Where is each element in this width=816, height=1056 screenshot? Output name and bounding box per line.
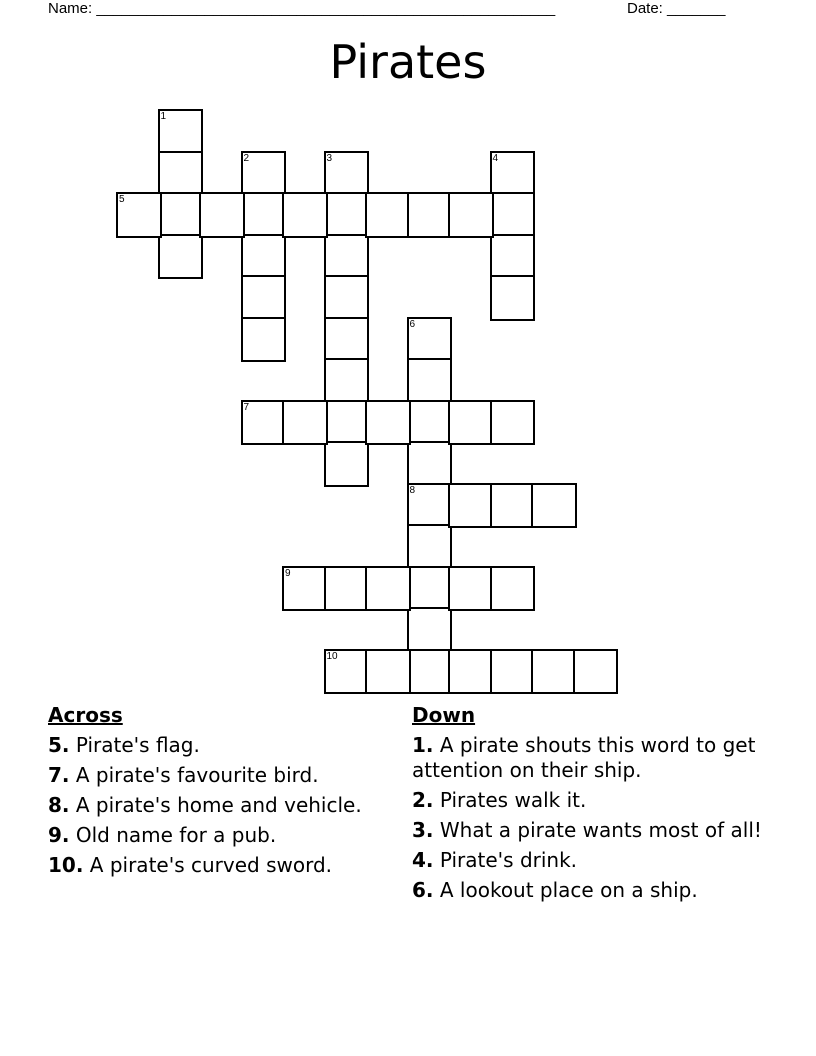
- crossword-cell[interactable]: [158, 151, 204, 197]
- crossword-cell[interactable]: [324, 441, 370, 487]
- crossword-cell[interactable]: [365, 192, 411, 238]
- crossword-cell[interactable]: [324, 275, 370, 321]
- crossword-cell[interactable]: [324, 234, 370, 280]
- down-clue-4: [412, 848, 772, 873]
- clue-number-label: 5: [119, 194, 125, 205]
- clue-number-label: 7: [243, 401, 250, 413]
- crossword-cell[interactable]: [241, 275, 287, 321]
- clue-number-label: 4: [492, 152, 499, 164]
- crossword-cell[interactable]: [365, 566, 411, 612]
- crossword-cell[interactable]: [241, 234, 287, 280]
- crossword-cell[interactable]: [448, 566, 494, 612]
- clue-number: 1.: [412, 733, 434, 757]
- crossword-cell[interactable]: [324, 400, 370, 446]
- clue-number: 2.: [412, 788, 434, 812]
- crossword-cell[interactable]: [407, 192, 453, 238]
- crossword-cell[interactable]: [241, 317, 287, 363]
- crossword-grid: [117, 110, 617, 692]
- across-clue-7: [48, 763, 393, 788]
- clue-number-label: 10: [326, 650, 338, 662]
- crossword-cell[interactable]: [282, 192, 328, 238]
- clue-text: Pirate's flag.: [75, 733, 200, 757]
- crossword-cell[interactable]: [448, 649, 494, 695]
- clue-number-label: 8: [409, 484, 416, 496]
- down-clues: [412, 703, 772, 908]
- clue-text: A pirate's curved sword.: [89, 853, 333, 877]
- crossword-cell[interactable]: [158, 234, 204, 280]
- clue-number: 5.: [48, 733, 70, 757]
- clue-text: A pirate shouts this word to get attention on their ship.: [412, 733, 756, 782]
- across-clue-10: [48, 853, 393, 878]
- clue-text: A lookout place on a ship.: [439, 878, 698, 902]
- clue-number: 7.: [48, 763, 70, 787]
- crossword-cell[interactable]: [241, 151, 287, 197]
- crossword-cell[interactable]: [490, 400, 536, 446]
- crossword-cell[interactable]: [448, 192, 494, 238]
- crossword-cell[interactable]: [573, 649, 619, 695]
- clue-number: 4.: [412, 848, 434, 872]
- clue-number-label: 6: [409, 318, 416, 330]
- crossword-cell[interactable]: [241, 400, 287, 446]
- crossword-cell[interactable]: [407, 566, 453, 612]
- crossword-cell[interactable]: [490, 649, 536, 695]
- crossword-cell[interactable]: [407, 649, 453, 695]
- across-clue-8: [48, 793, 393, 818]
- across-clue-5: [48, 733, 393, 758]
- puzzle-title: Pirates: [329, 35, 487, 89]
- crossword-cell[interactable]: [324, 649, 370, 695]
- clue-text: Old name for a pub.: [75, 823, 277, 847]
- crossword-cell[interactable]: [490, 192, 536, 238]
- clue-number: 3.: [412, 818, 434, 842]
- clue-number-label: 3: [326, 152, 333, 164]
- clue-text: Pirates walk it.: [439, 788, 587, 812]
- crossword-cell[interactable]: [407, 317, 453, 363]
- clue-text: A pirate's home and vehicle.: [75, 793, 362, 817]
- crossword-cell[interactable]: [365, 649, 411, 695]
- crossword-cell[interactable]: [158, 192, 204, 238]
- crossword-cell[interactable]: [407, 483, 453, 529]
- down-clue-1: [412, 733, 772, 783]
- clue-text: Pirate's drink.: [439, 848, 578, 872]
- crossword-cell[interactable]: [407, 400, 453, 446]
- crossword-cell[interactable]: [282, 400, 328, 446]
- crossword-cell[interactable]: [490, 483, 536, 529]
- crossword-cell[interactable]: [116, 192, 162, 238]
- crossword-cell[interactable]: [490, 566, 536, 612]
- crossword-cell[interactable]: [407, 524, 453, 570]
- crossword-cell[interactable]: [324, 566, 370, 612]
- across-clues: [48, 703, 393, 883]
- crossword-cell[interactable]: [199, 192, 245, 238]
- clue-number: 8.: [48, 793, 70, 817]
- clue-number: 6.: [412, 878, 434, 902]
- crossword-cell[interactable]: [531, 483, 577, 529]
- crossword-cell[interactable]: [324, 151, 370, 197]
- name-line: Name: _______________________________________________________: [48, 0, 556, 17]
- down-heading: Down: [412, 703, 476, 727]
- crossword-cell[interactable]: [324, 358, 370, 404]
- clue-number-label: 9: [285, 567, 291, 579]
- crossword-cell[interactable]: [282, 566, 328, 612]
- crossword-cell[interactable]: [448, 400, 494, 446]
- clue-number: 10.: [48, 853, 84, 877]
- clue-text: What a pirate wants most of all!: [439, 818, 762, 842]
- clue-number-label: 2: [243, 152, 250, 164]
- crossword-cell[interactable]: [407, 441, 453, 487]
- crossword-cell[interactable]: [324, 317, 370, 363]
- across-heading: Across: [48, 703, 123, 727]
- crossword-cell[interactable]: [448, 483, 494, 529]
- name-date-header: [48, 0, 748, 20]
- crossword-cell[interactable]: [531, 649, 577, 695]
- crossword-cell[interactable]: [365, 400, 411, 446]
- down-clue-2: [412, 788, 772, 813]
- crossword-cell[interactable]: [158, 109, 204, 155]
- crossword-cell[interactable]: [407, 358, 453, 404]
- crossword-cell[interactable]: [241, 192, 287, 238]
- crossword-cell[interactable]: [490, 151, 536, 197]
- date-line: Date: _______: [627, 0, 726, 17]
- clue-number-label: 1: [160, 111, 167, 122]
- crossword-cell[interactable]: [490, 234, 536, 280]
- across-clue-9: [48, 823, 393, 848]
- crossword-cell[interactable]: [490, 275, 536, 321]
- crossword-cell[interactable]: [324, 192, 370, 238]
- clue-number: 9.: [48, 823, 70, 847]
- down-clue-6: [412, 878, 772, 903]
- down-clue-3: [412, 818, 772, 843]
- clue-text: A pirate's favourite bird.: [75, 763, 319, 787]
- crossword-cell[interactable]: [407, 607, 453, 653]
